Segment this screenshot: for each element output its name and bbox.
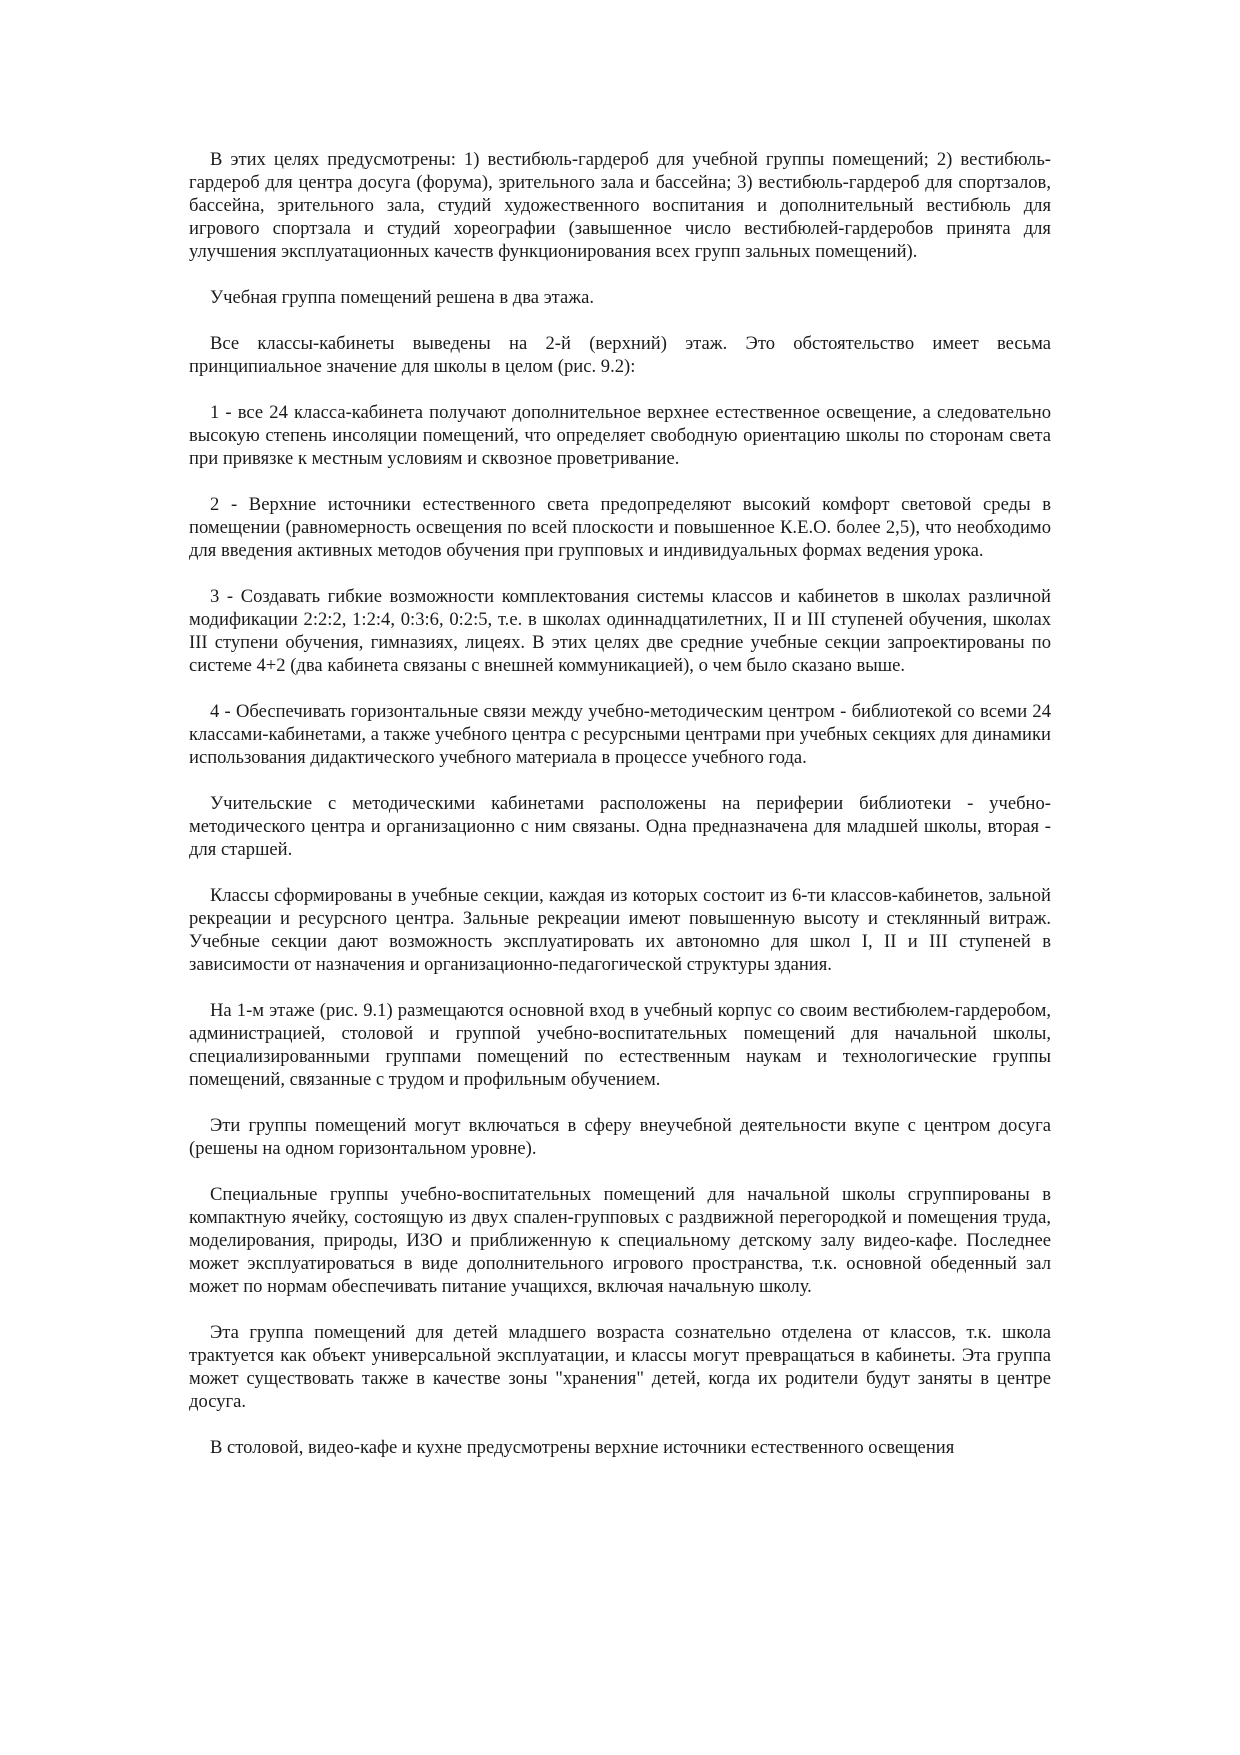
paragraph-canteen-lighting: В столовой, видео-кафе и кухне предусмотрены верхние источники естественного освещения bbox=[210, 1437, 955, 1458]
paragraph-primary-school-group: Специальные группы учебно-воспитательных помещений для начальной школы сгруппированы в компактную ячейку, состоящую из двух спален-групповых с раздвижной перегородкой и помещения труда, моделирования, природы, ИЗО и приближенную к специальному детскому залу видео-кафе. Последнее может эксплуатироваться в виде дополнительного игрового пространства, т.к. основной обеденный зал может по нормам обеспечивать питание учащихся, включая начальную школу. bbox=[189, 1184, 1051, 1297]
paragraph-point-1: 1 - все 24 класса-кабинета получают дополнительное верхнее естественное освещение, а следовательно высокую степень инсоляции помещений, что определяет свободную ориентацию школы по сторонам света при привязке к местным условиям и сквозное проветривание. bbox=[189, 402, 1051, 469]
paragraph-two-floors: Учебная группа помещений решена в два этажа. bbox=[210, 287, 595, 308]
paragraph-classrooms-upper-floor: Все классы-кабинеты выведены на 2-й (верхний) этаж. Это обстоятельство имеет весьма принципиальное значение для школы в целом (рис. 9.2): bbox=[189, 333, 1051, 377]
paragraph-study-sections: Классы сформированы в учебные секции, каждая из которых состоит из 6-ти классов-кабинетов, зальной рекреации и ресурсного центра. Зальные рекреации имеют повышенную высоту и стеклянный витраж. Учебные секции дают возможность эксплуатировать их автономно для школ I, II и III ступеней в зависимости от назначения и организационно-педагогической структуры здания. bbox=[189, 885, 1051, 975]
paragraph-vestibules: В этих целях предусмотрены: 1) вестибюль-гардероб для учебной группы помещений; 2) вестибюль-гардероб для центра досуга (форума), зрительного зала и бассейна; 3) вестибюль-гардероб для спортзалов, бассейна, зрительного зала, студий художественного воспитания и дополнительный вестибюль для игрового спортзала и студий хореографии (завышенное число вестибюлей-гардеробов принята для улучшения эксплуатационных качеств функционирования всех групп зальных помещений). bbox=[189, 149, 1051, 262]
paragraph-extracurricular: Эти группы помещений могут включаться в сферу внеучебной деятельности вкупе с центром досуга (решены на одном горизонтальном уровне). bbox=[189, 1115, 1051, 1159]
paragraph-point-4: 4 - Обеспечивать горизонтальные связи между учебно-методическим центром - библиотекой со всеми 24 классами-кабинетами, а также учебного центра с ресурсными центрами при учебных секциях для динамики использования дидактического учебного материала в процессе учебного года. bbox=[189, 701, 1051, 768]
document-body bbox=[189, 148, 1051, 1482]
paragraph-young-children-group: Эта группа помещений для детей младшего возраста сознательно отделена от классов, т.к. школа трактуется как объект универсальной эксплуатации, и классы могут превращаться в кабинеты. Эта группа может существовать также в качестве зоны "хранения" детей, когда их родители будут заняты в центре досуга. bbox=[189, 1322, 1051, 1412]
paragraph-first-floor: На 1-м этаже (рис. 9.1) размещаются основной вход в учебный корпус со своим вестибюлем-гардеробом, администрацией, столовой и группой учебно-воспитательных помещений для начальной школы, специализированными группами помещений по естественным наукам и технологические группы помещений, связанные с трудом и профильным обучением. bbox=[189, 1000, 1051, 1090]
paragraph-point-3: 3 - Создавать гибкие возможности комплектования системы классов и кабинетов в школах различной модификации 2:2:2, 1:2:4, 0:3:6, 0:2:5, т.е. в школах одиннадцатилетних, II и III ступеней обучения, школах III ступени обучения, гимназиях, лицеях. В этих целях две средние учебные секции запроектированы по системе 4+2 (два кабинета связаны с внешней коммуникацией), о чем было сказано выше. bbox=[189, 586, 1051, 676]
paragraph-teachers-rooms: Учительские с методическими кабинетами расположены на периферии библиотеки - учебно-методического центра и организационно с ним связаны. Одна предназначена для младшей школы, вторая - для старшей. bbox=[189, 793, 1051, 860]
paragraph-point-2: 2 - Верхние источники естественного света предопределяют высокий комфорт световой среды в помещении (равномерность освещения по всей плоскости и повышенное К.Е.О. более 2,5), что необходимо для введения активных методов обучения при групповых и индивидуальных формах ведения урока. bbox=[189, 494, 1051, 561]
